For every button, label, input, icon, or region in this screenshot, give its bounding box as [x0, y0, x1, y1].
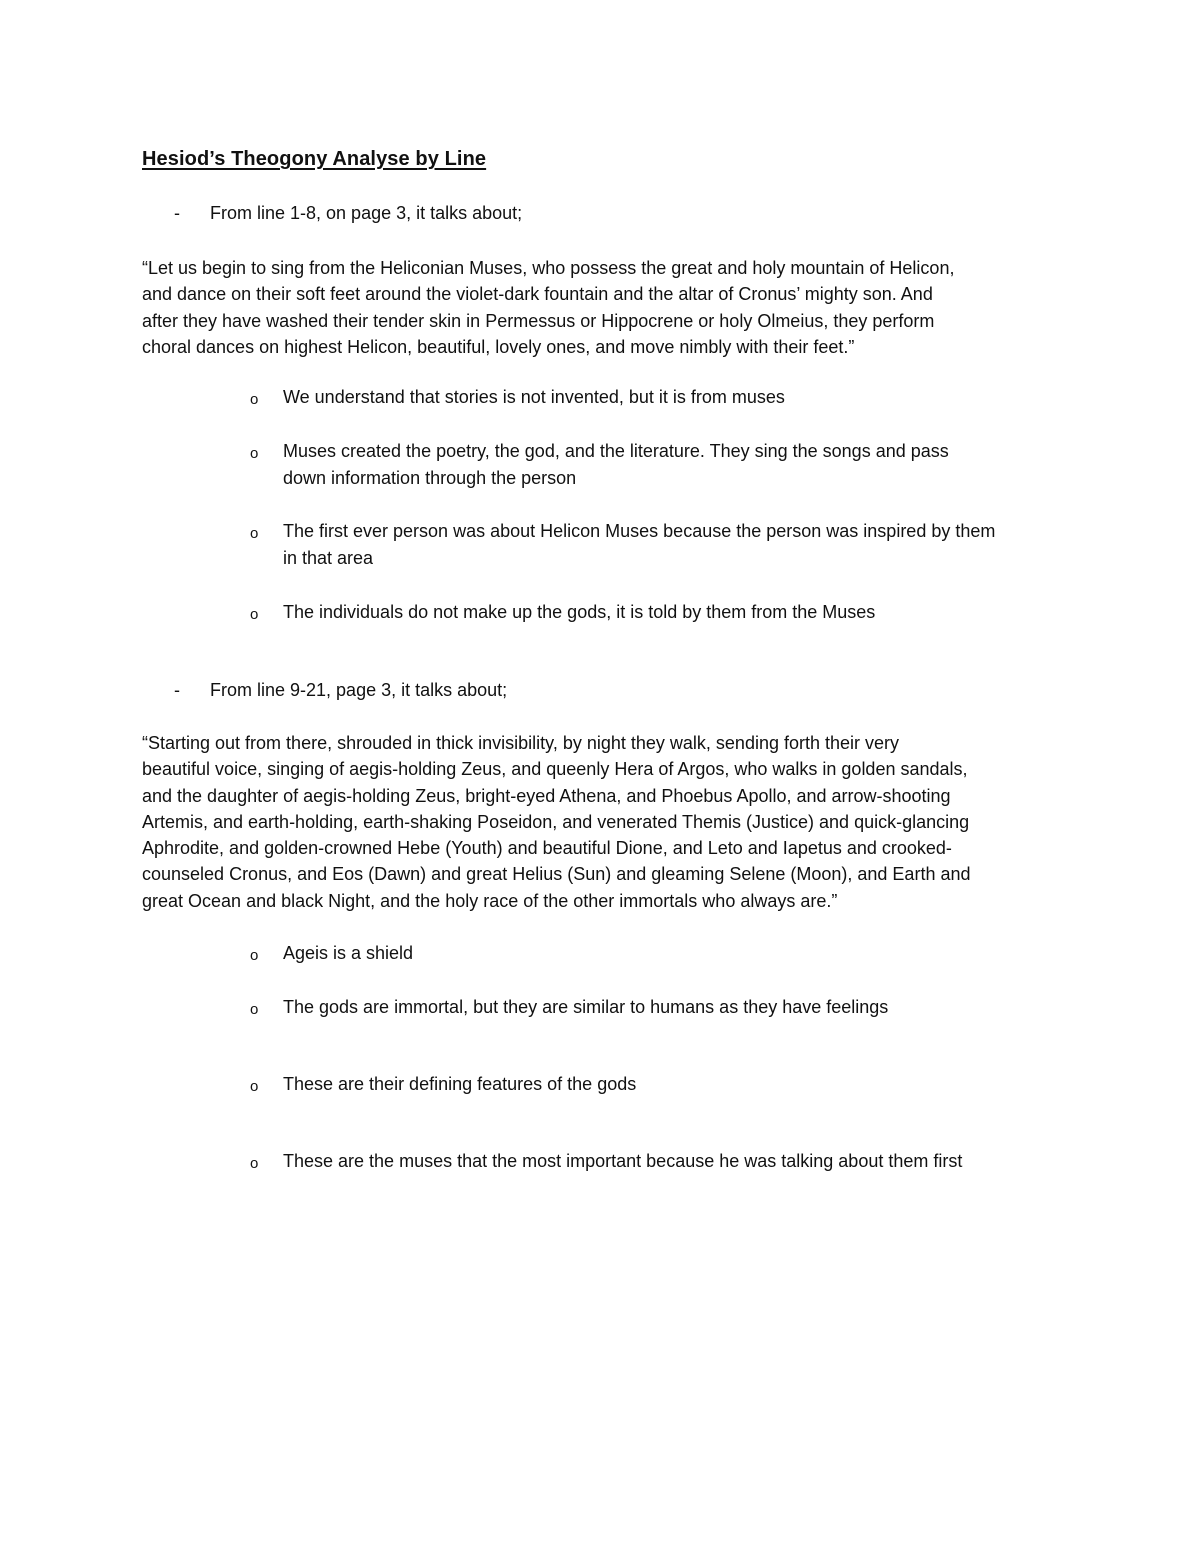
bullet-text: [283, 438, 1070, 492]
bullet-line: The gods are immortal, but they are similar to humans as they have feelings: [283, 997, 889, 1017]
quote-block-2: [142, 730, 1072, 914]
bullet-item: [250, 438, 1070, 492]
quote-line: and the daughter of aegis-holding Zeus, bright-eyed Athena, and Phoebus Apollo, and arrow-shooting: [142, 785, 951, 806]
quote-line: great Ocean and black Night, and the holy race of the other immortals who always are.”: [142, 890, 838, 911]
bullet-marker: o: [250, 1001, 259, 1018]
bullet-text: [283, 994, 1070, 1021]
bullet-text: [283, 518, 1070, 572]
bullet-item: [250, 1148, 1070, 1175]
quote-line: choral dances on highest Helicon, beautiful, lovely ones, and move nimbly with their feet.”: [142, 336, 855, 357]
quote-line: and dance on their soft feet around the violet-dark fountain and the altar of Cronus’ mighty son. And: [142, 284, 933, 305]
quote-line: after they have washed their tender skin in Permessus or Hippocrene or holy Olmeius, they perform: [142, 310, 935, 331]
bullet-line: We understand that stories is not invented, but it is from muses: [283, 387, 785, 407]
bullet-line: Ageis is a shield: [283, 943, 414, 963]
bullet-text: [283, 599, 1070, 626]
bullet-text: [283, 384, 1070, 411]
dash-marker: -: [174, 680, 180, 700]
section-heading-1: [174, 203, 522, 224]
quote-line: Artemis, and earth-holding, earth-shaking Poseidon, and venerated Themis (Justice) and quick-glancing: [142, 811, 970, 832]
bullet-marker: o: [250, 391, 259, 408]
bullet-item: [250, 994, 1070, 1021]
section-heading-text: From line 9-21, page 3, it talks about;: [210, 680, 508, 700]
bullet-item: [250, 940, 1070, 967]
bullet-item: [250, 384, 1070, 411]
bullet-line: down information through the person: [283, 468, 577, 488]
bullet-item: [250, 518, 1070, 572]
bullet-marker: o: [250, 947, 259, 964]
bullet-marker: o: [250, 445, 259, 462]
bullet-marker: o: [250, 606, 259, 623]
bullet-text: [283, 1071, 1070, 1098]
quote-line: Aphrodite, and golden-crowned Hebe (Youth) and beautiful Dione, and Leto and Iapetus and crooked-: [142, 838, 952, 859]
quote-line: beautiful voice, singing of aegis-holding Zeus, and queenly Hera of Argos, who walks in golden sandals,: [142, 759, 968, 780]
bullet-line: in that area: [283, 548, 374, 568]
bullet-marker: o: [250, 1155, 259, 1172]
bullet-line: These are the muses that the most important because he was talking about them first: [283, 1151, 963, 1171]
quote-block-1: [142, 255, 1072, 360]
document-title: Hesiod’s Theogony Analyse by Line: [142, 148, 487, 170]
bullet-item: [250, 1071, 1070, 1098]
bullet-marker: o: [250, 1078, 259, 1095]
bullet-text: [283, 940, 1070, 967]
dash-marker: -: [174, 203, 180, 223]
bullet-line: These are their defining features of the gods: [283, 1074, 637, 1094]
quote-line: “Starting out from there, shrouded in thick invisibility, by night they walk, sending forth their very: [142, 733, 900, 753]
section-heading-2: [174, 680, 507, 701]
quote-line: “Let us begin to sing from the Heliconian Muses, who possess the great and holy mountain of Helicon,: [142, 258, 955, 278]
bullet-marker: o: [250, 525, 259, 542]
bullet-item: [250, 599, 1070, 626]
section-heading-text: From line 1-8, on page 3, it talks about;: [210, 203, 523, 223]
bullet-line: The individuals do not make up the gods, it is told by them from the Muses: [283, 602, 876, 622]
bullet-text: [283, 1148, 1070, 1175]
bullet-line: The first ever person was about Helicon Muses because the person was inspired by them: [283, 521, 996, 541]
quote-line: counseled Cronus, and Eos (Dawn) and great Helius (Sun) and gleaming Selene (Moon), and Earth and: [142, 864, 971, 885]
bullet-line: Muses created the poetry, the god, and the literature. They sing the songs and pass: [283, 441, 949, 461]
